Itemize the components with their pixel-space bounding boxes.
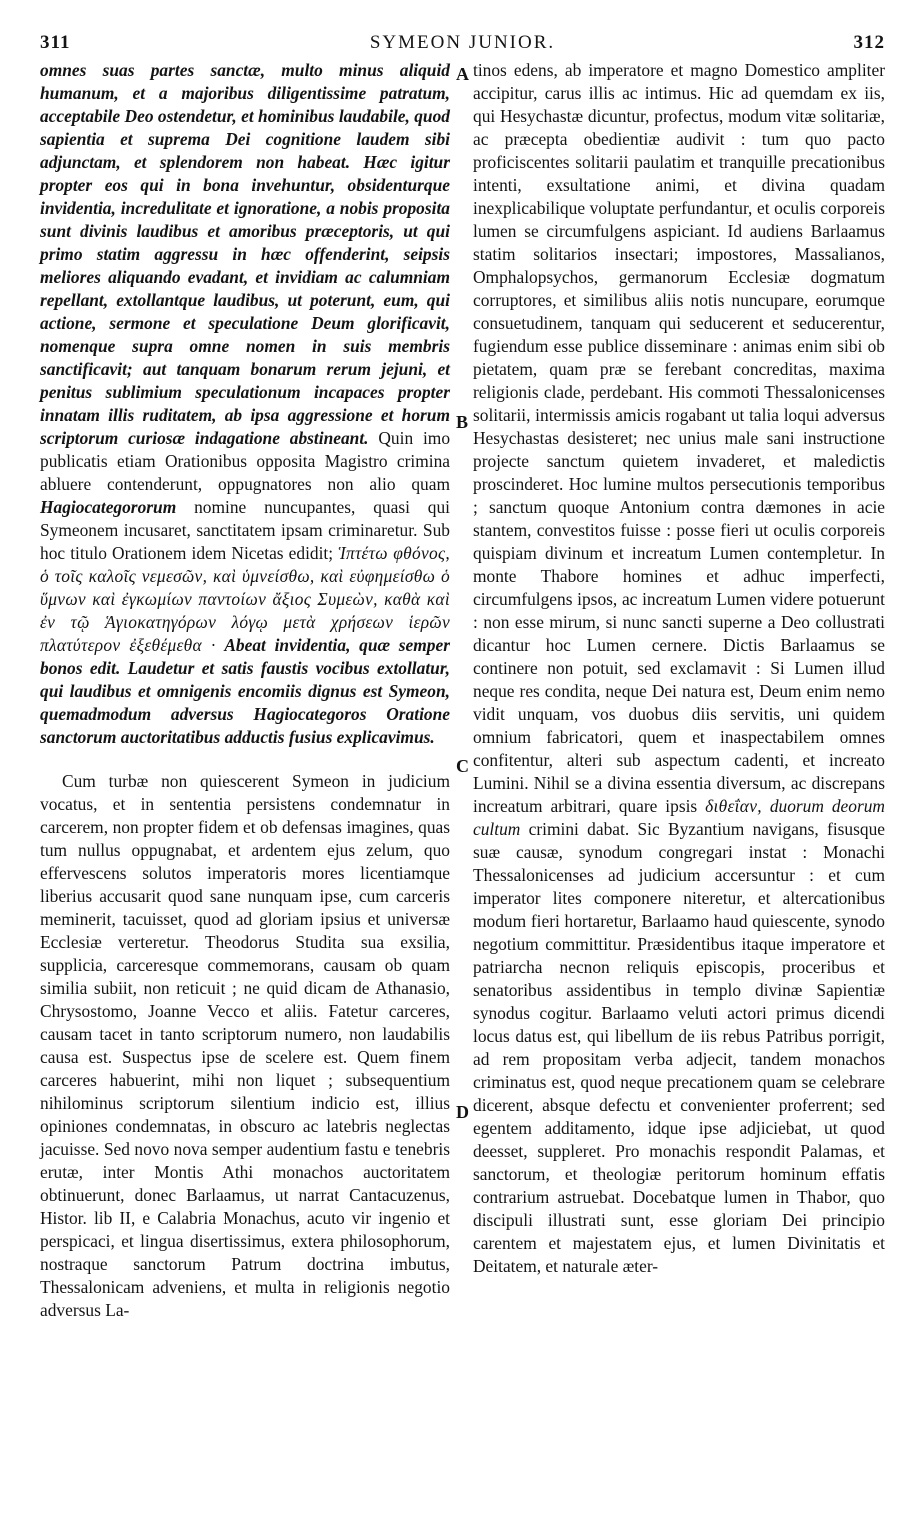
- page-number-left: 311: [40, 32, 71, 53]
- greek-word: διθεΐαν,: [705, 796, 762, 816]
- italic-term: Hagiocategororum: [40, 497, 177, 517]
- margin-marker-c: C: [456, 756, 469, 776]
- italic-text: omnes suas partes sanctæ, multo minus aliquid humanum, et a majoribus diligentissime patratum, acceptabile Deo ostendetur, et hominibus laudabile, quod sapientia et suprema Dei cognitione laudem sibi adjunctam, et splendorem non habeat. Hæc igitur propter eos qui in bona invehuntur, obsidenturque invidentia, incredulitate et ignoratione, a nobis proposita sunt divinis laudibus et amoribus præceptoris, ut qui primo statim aggressu in hæc offenderint, seipsis meliores aliquando evadant, et invidiam ac calumniam repellant, extollantque laudibus, ut poterunt, eum, qui actione, sermone et speculatione Deum glorificavit, nomenque supra omne nomen in suis membris sanctificavit; aut tanquam bonarum rerum jejuni, et penitus sublimium speculationum incapaces propter innatam illis ruditatem, ab ipsa aggressione et horum scriptorum curiosæ indagatione abstineant.: [40, 60, 450, 448]
- italic-text: Abeat invidentia, quæ semper bonos edit. Laudetur et satis faustis vocibus extollatur, qui laudibus et omnigenis encomiis dignus est Symeon, quemadmodum adversus Hagiocategoros Oratione sanctorum auctoritatibus adductis fusius explicavimus.: [40, 635, 450, 747]
- roman-text: crimini dabat. Sic Byzantium navigans, fisusque suæ causæ, synodum congregari instat : Monachi Thessalonicenses ad judicium accersuntur : et cum imperator lites componere niteretur, et altercationibus modum fieri hortaretur, Barlaamo haud quiescente, synodo negotium committitur. Præsidentibus itaque imperatore et patriarcha necnon reliquis episcopis, proceribus et senatoribus assidentibus in templo divinæ Sapientiæ synodus cogitur. Barlaamo veluti actori primus dicendi locus datus est, qui libellum de iis rebus Patribus porrigit, ad rem propositam verba adjecit, tandem monachos criminatus est, quod neque precationem quam se celebrare dicerent, absque defectu et convenienter proferrent; sed egentem additamento, idque ipse adjiciebat, ut quod deesset, suppleret. Pro monachis respondit Palamas, et sanctorum, et theologiæ peritorum hominum effatis contrarium astruebat. Docebatque lumen in Thabor, quo discipuli illustrati sunt, esse gloriam Dei principio carentem et majestatem ejus, et lumen Divinitatis et Deitatem, et naturale æter-: [473, 819, 885, 1276]
- left-paragraph-2: Cum turbæ non quiescerent Symeon in judicium vocatus, et in sententia persistens condemnatur in carcerem, non propter fidem et ob defensas imagines, quas tum nullus oppugnabat, et ardentem ejus zelum, quo effervescens solutos imperatoris mores licentiamque liberius accusarit quod sane nunquam ipse, cum carceris meminerit, tacuisset, quod ad gloriam ipsius et universæ Ecclesiæ verteretur. Theodorus Studita sua exsilia, supplicia, carceresque commemorans, causam ob quam similia subiit, non reticuit ; ne quid dicam de Athanasio, Chrysostomo, Joanne Vecco et aliis. Fatetur carceres, causam tacet in tanto scriptorum numero, non laudabilis causa est. Suspectus ipse de scelere est. Quem finem carceres habuerint, mihi non liquet ; subsequentium nihilominus scriptorum silentium indicio est, illius opiniones condemnatas, in obscuro ac latebris neglectas jacuisse. Sed novo nova semper audentium fastu e tenebris erutæ, inter Montis Athi monachos auctoritatem obtinuerunt, donec Barlaamus, ut narrat Cantacuzenus, Histor. lib II, e Calabria Monachus, acuto vir ingenio et perspicaci, et lingua disertissimus, extera philosophorum, nostraque sanctorum Patrum doctrina imbutus, Thessalonicam adveniens, et multa in religionis negotio adversus La-: [40, 771, 450, 1320]
- margin-marker-b: B: [456, 412, 469, 432]
- right-paragraph: [473, 59, 885, 1278]
- roman-text: nomine nuncupantes, quasi qui Symeonem incusaret, sanctitatem ipsam criminaretur. Sub hoc titulo Orationem idem Nicetas edidit;: [40, 497, 450, 563]
- greek-quotation: Ἱπτέτω φθόνος, ὁ τοῖς καλοῖς νεμεσῶν, καὶ ὑμνείσθω, καὶ εὐφημείσθω ὁ ὕμνων καὶ ἐγκωμίων παντοίων ἄξιος Συμεὼν, καθὰ καὶ ἐν τῷ Ἁγιοκατηγόρων λόγῳ μετὰ χρήσεων ἱερῶν πλατύτερον ἐξεθέμεθα ·: [40, 543, 450, 655]
- roman-text: Quin imo publicatis etiam Orationibus opposita Magistro crimina abluere contenderunt, oppugnatores non alio quam: [40, 428, 451, 494]
- page-header: [40, 32, 885, 58]
- italic-phrase: duorum deorum cultum: [473, 796, 885, 839]
- margin-marker-a: A: [456, 64, 469, 84]
- margin-marker-d: D: [456, 1102, 469, 1122]
- running-title: SYMEON JUNIOR.: [369, 32, 556, 53]
- roman-text: tinos edens, ab imperatore et magno Domestico ampliter accipitur, carus illis ac intimus. Hic ad quemdam ex iis, qui Hesychastæ dicuntur, profectus, modum vitæ solitariæ, ac præcepta obedientiæ audivit : tum quo pacto proficiscentes solitarii paulatim et tranquille precationibus intenti, exsultatione animi, et divina quadam inexplicabilique voluptate perfundantur, et oculis corporeis lumen se circumfulgens aspiciant. Id audiens Barlaamus statim solitarios insectari; impostores, Massalianos, Omphalopsychos, germanorum Ecclesiæ dogmatum corruptores, et similibus aliis notis nuncupare, eorumque consuetudinem, tanquam qui seducerent et seducerentur, fugiendum esse publice disseminare : animas enim sibi ob pietatem, quam præ se ferebant concreditas, maxima religionis clade, perdebant. His commoti Thessalonicenses solitarii, intermissis amicis rogabant ut talia loqui adversus Hesychastas desisteret; nec unius male sani instructione projecte sanctum quietem invaderet, et maledictis proscinderet. Hoc lumine multos persecutionis temporibus ; sanctum quoque Antonium contra dæmones in acie stantem, convestitos fuisse : posse fieri ut oculis corporeis quispiam divinum et increatum Lumen contempletur. In monte Thabore homines et adhuc imperfecti, circumfulgens ipsos, ac increatum Lumen videre potuerunt : non esse mirum, si nunc sancti superne a Deo collustrati dicantur hoc Lumen cernere. Dictis Barlaamus se continere non potuit, sed exclamavit : Si Lumen illud neque res condita, neque Dei natura est, Deum enim nemo vidit unquam, vos duobus diis servitis, uni quidem omnium fabricatori, quem et inaspectabilem omnes confitentur, alteri sub aspectum cadenti, et increato Lumini. Nihil se a divina essentia diversum, ac discrepans increatum arbitrari, quare ipsis: [473, 60, 885, 816]
- page-number-right: 312: [853, 32, 885, 53]
- left-column: [40, 59, 450, 1322]
- left-paragraph-1: [40, 59, 450, 749]
- right-column: [473, 59, 885, 1278]
